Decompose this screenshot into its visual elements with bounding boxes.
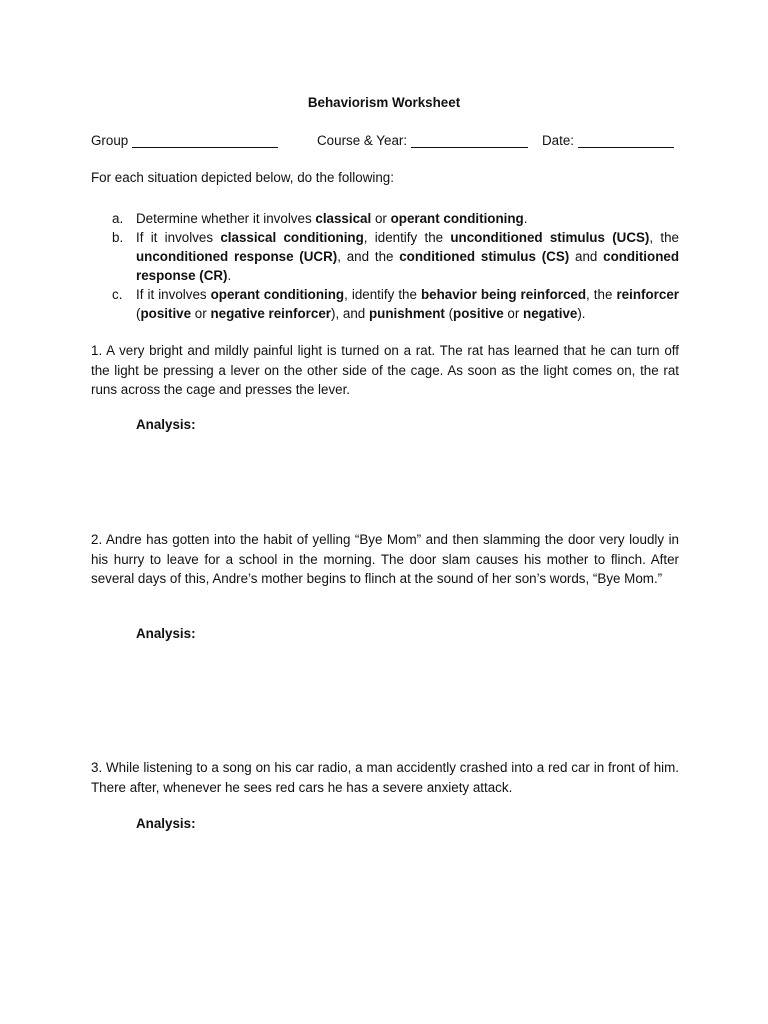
instruction-bold-term: classical: [315, 211, 372, 226]
intro-text: For each situation depicted below, do the following:: [91, 170, 394, 185]
instruction-text: or: [371, 211, 391, 226]
instruction-a: [112, 209, 679, 228]
header-fields: [91, 133, 679, 153]
date-field: [542, 133, 674, 148]
instruction-text: If it involves: [136, 230, 221, 245]
instruction-text: or: [191, 306, 211, 321]
question-2: 2. Andre has gotten into the habit of yelling “Bye Mom” and then slamming the door very loudly in his hurry to leave for a school in the morning. The door slam causes his mother to flinch. After several days of this, Andre’s mother begins to flinch at the sound of her son’s words, “Bye Mom.”: [91, 532, 679, 586]
analysis-label-2: Analysis:: [136, 626, 196, 641]
instruction-bold-term: positive: [140, 306, 192, 321]
analysis-label-1: Analysis:: [136, 417, 196, 432]
instruction-text: , identify the: [344, 287, 421, 302]
list-marker: a.: [112, 211, 124, 226]
instruction-bold-term: negative: [523, 306, 578, 321]
course-year-blank-line: [411, 133, 528, 148]
date-label: Date:: [542, 133, 575, 148]
worksheet-title: Behaviorism Worksheet: [307, 95, 461, 110]
instruction-bold-term: conditioned response (CR): [136, 249, 679, 283]
instruction-bold-term: operant conditioning: [210, 287, 345, 302]
instruction-text: ).: [577, 306, 586, 321]
instruction-bold-term: negative reinforcer: [210, 306, 331, 321]
instruction-text: , the: [586, 287, 617, 302]
course-year-label: Course & Year:: [317, 133, 408, 148]
instruction-bold-term: reinforcer: [616, 287, 679, 302]
instruction-bold-term: punishment: [368, 306, 445, 321]
instruction-bold-term: unconditioned stimulus (UCS): [450, 230, 650, 245]
instruction-bold-term: unconditioned response (UCR): [136, 249, 338, 264]
instruction-text: If it involves: [136, 287, 211, 302]
instruction-text: , the: [649, 230, 679, 245]
list-marker: c.: [112, 287, 123, 302]
instruction-text: Determine whether it involves: [136, 211, 316, 226]
question-1: 1. A very bright and mildly painful light is turned on a rat. The rat has learned that he can turn off the light be pressing a lever on the other side of the cage. As soon as the light comes on, the rat runs across the cage and presses the lever.: [91, 343, 679, 397]
analysis-label-3: Analysis:: [136, 816, 196, 831]
instruction-text: (: [136, 306, 141, 321]
instruction-b: [112, 228, 679, 285]
instruction-text: .: [523, 211, 528, 226]
instruction-text: ), and: [331, 306, 369, 321]
group-field: [91, 133, 278, 148]
course-year-field: [317, 133, 528, 148]
instruction-bold-term: conditioned stimulus (CS): [399, 249, 570, 264]
question-3: 3. While listening to a song on his car radio, a man accidently crashed into a red car in front of him. There after, whenever he sees red cars he has a severe anxiety attack.: [91, 760, 679, 795]
instruction-bold-term: behavior being reinforced: [420, 287, 587, 302]
instruction-bold-term: classical conditioning: [220, 230, 364, 245]
group-label: Group: [91, 133, 129, 148]
instruction-c: [112, 285, 679, 323]
instruction-text: (: [444, 306, 454, 321]
instruction-bold-term: positive: [453, 306, 504, 321]
instruction-bold-term: operant conditioning: [390, 211, 524, 226]
instruction-text: or: [503, 306, 524, 321]
instruction-text: , and the: [337, 249, 400, 264]
instruction-text: .: [227, 268, 232, 283]
instruction-text: and: [569, 249, 604, 264]
list-marker: b.: [112, 230, 124, 245]
group-blank-line: [132, 133, 278, 148]
instruction-text: , identify the: [363, 230, 451, 245]
instructions-list: [112, 209, 679, 323]
date-blank-line: [578, 133, 674, 148]
